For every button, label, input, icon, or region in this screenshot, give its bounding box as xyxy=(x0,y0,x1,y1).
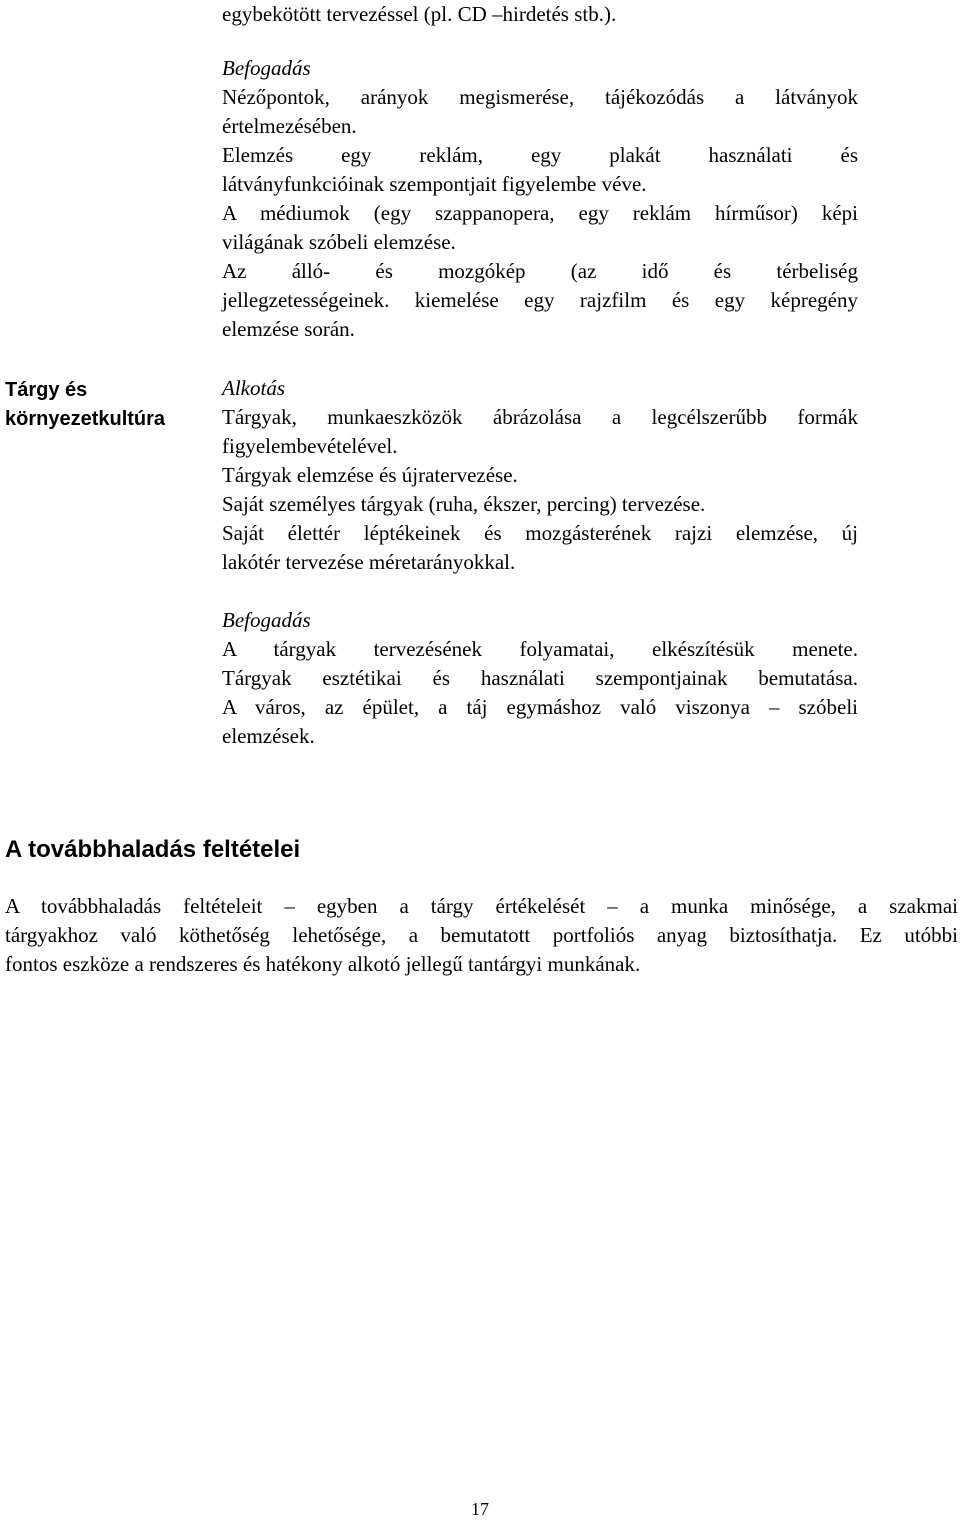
text-line: A tárgyak tervezésének folyamatai, elkészítésük menete. xyxy=(222,637,858,661)
section-heading-befogadas: Befogadás xyxy=(222,608,311,632)
conditions-paragraph xyxy=(5,892,958,979)
block-alkotas xyxy=(222,374,858,577)
page-number: 17 xyxy=(471,1499,489,1519)
section-heading-alkotas: Alkotás xyxy=(222,376,285,400)
text-line: Tárgyak elemzése és újratervezése. xyxy=(222,463,518,487)
text-line: lakótér tervezése méretarányokkal. xyxy=(222,550,516,574)
text-line: Saját személyes tárgyak (ruha, ékszer, percing) tervezése. xyxy=(222,492,706,516)
text-line: Nézőpontok, arányok megismerése, tájékozódás a látványok xyxy=(222,85,858,109)
text-line: Saját élettér léptékeinek és mozgásterének rajzi elemzése, új xyxy=(222,521,858,545)
text-line: A város, az épület, a táj egymáshoz való viszonya – szóbeli xyxy=(222,695,858,719)
text-line: fontos eszköze a rendszeres és hatékony alkotó jellegű tantárgyi munkának. xyxy=(5,952,641,976)
block-befogadas-2 xyxy=(222,606,858,751)
continuation-line: egybekötött tervezéssel (pl. CD –hirdetés stb.). xyxy=(222,2,617,26)
text-line: Elemzés egy reklám, egy plakát használati és xyxy=(222,143,858,167)
text-line: Tárgyak esztétikai és használati szempontjainak bemutatása. xyxy=(222,666,858,690)
text-line: A médiumok (egy szappanopera, egy reklám hírműsor) képi xyxy=(222,201,858,225)
section-title: A továbbhaladás feltételei xyxy=(5,836,301,863)
text-line: elemzések. xyxy=(222,724,315,748)
text-line: elemzése során. xyxy=(222,317,355,341)
block-befogadas-1 xyxy=(222,54,858,344)
text-line: tárgyakhoz való köthetőség lehetősége, a bemutatott portfoliós anyag biztosíthatja. Ez utóbbi xyxy=(5,923,958,947)
text-line: látványfunkcióinak szempontjait figyelembe véve. xyxy=(222,172,647,196)
continuation-text xyxy=(222,0,858,29)
text-line: Az álló- és mozgókép (az idő és térbeliség xyxy=(222,259,858,283)
subject-label-line: környezetkultúra xyxy=(5,408,166,430)
text-line: világának szóbeli elemzése. xyxy=(222,230,456,254)
subject-label xyxy=(5,376,205,434)
subject-label-line: Tárgy és xyxy=(5,379,88,401)
text-line: A továbbhaladás feltételeit – egyben a tárgy értékelését – a munka minősége, a szakmai xyxy=(5,894,958,918)
text-line: értelmezésében. xyxy=(222,114,357,138)
section-heading-befogadas: Befogadás xyxy=(222,56,311,80)
text-line: jellegzetességeinek. kiemelése egy rajzfilm és egy képregény xyxy=(222,288,858,312)
text-line: Tárgyak, munkaeszközök ábrázolása a legcélszerűbb formák xyxy=(222,405,858,429)
text-line: figyelembevételével. xyxy=(222,434,398,458)
